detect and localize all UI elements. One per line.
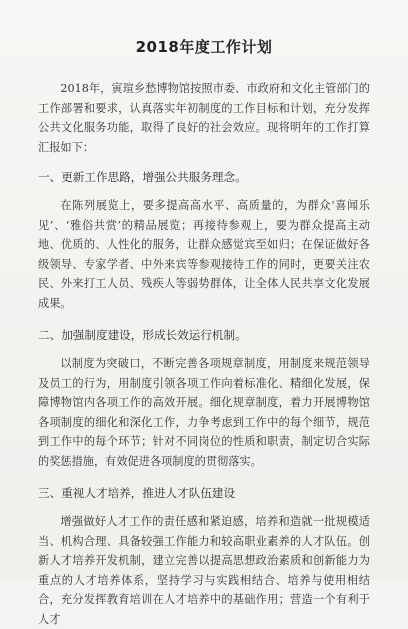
section-body-2: 以制度为突破口，不断完善各项规章制度，用制度来规范领导及员工的行为，用制度引领各项工作向着标准化、精细化发展，保障博物馆内各项工作的高效开展。细化规章制度，着力开展博物馆各项制度的细化和深化工作，力争考虑到工作中的每个细节，规范到工作中的每个环节；针对不同岗位的性质和职责，制定切合实际的奖惩措施，有效促进各项制度的贯彻落实。 <box>38 357 370 468</box>
section-body-1: 在陈列展览上，要多提高高水平、高质量的，为群众‘喜闻乐见’、‘雅俗共赏’的精品展览；再接待参观上，要为群众提高主动地、优质的、人性化的服务，让群众感觉宾至如归；在保证做好各级领导、专家学者、中外来宾等参观接待工作的同时，更要关注农民、外来打工人员、残疾人等弱势群体，让全体人民共享文化发展成果。 <box>38 199 370 310</box>
section-heading-1: 一、更新工作思路，增强公共服务理念。 <box>38 170 247 184</box>
section-heading-3: 三、重视人才培养，推进人才队伍建设 <box>38 486 236 500</box>
section-body-3: 增强做好人才工作的责任感和紧迫感，培养和造就一批规模适当、机构合理、具备较强工作能力和较高职业素养的人才队伍。创新人才培养开发机制，建立完善以提高思想政治素质和创新能力为重点的人才培养体系，坚持学习与实践相结合、培养与使用相结合，充分发挥教育培训在人才培养中的基础作用；营造一个有利于人才 <box>38 515 370 626</box>
page-title: 2018年度工作计划 <box>135 38 273 56</box>
intro-paragraph: 2018年，寅瑄乡愁博物馆按照市委、市政府和文化主管部门的工作部署和要求，认真落实年初制度的工作目标和计划，充分发挥公共文化服务功能，取得了良好的社会效应。现将明年的工作打算汇报如下： <box>38 82 370 154</box>
section-heading-2: 二、加强制度建设，形成长效运行机制。 <box>38 328 247 342</box>
